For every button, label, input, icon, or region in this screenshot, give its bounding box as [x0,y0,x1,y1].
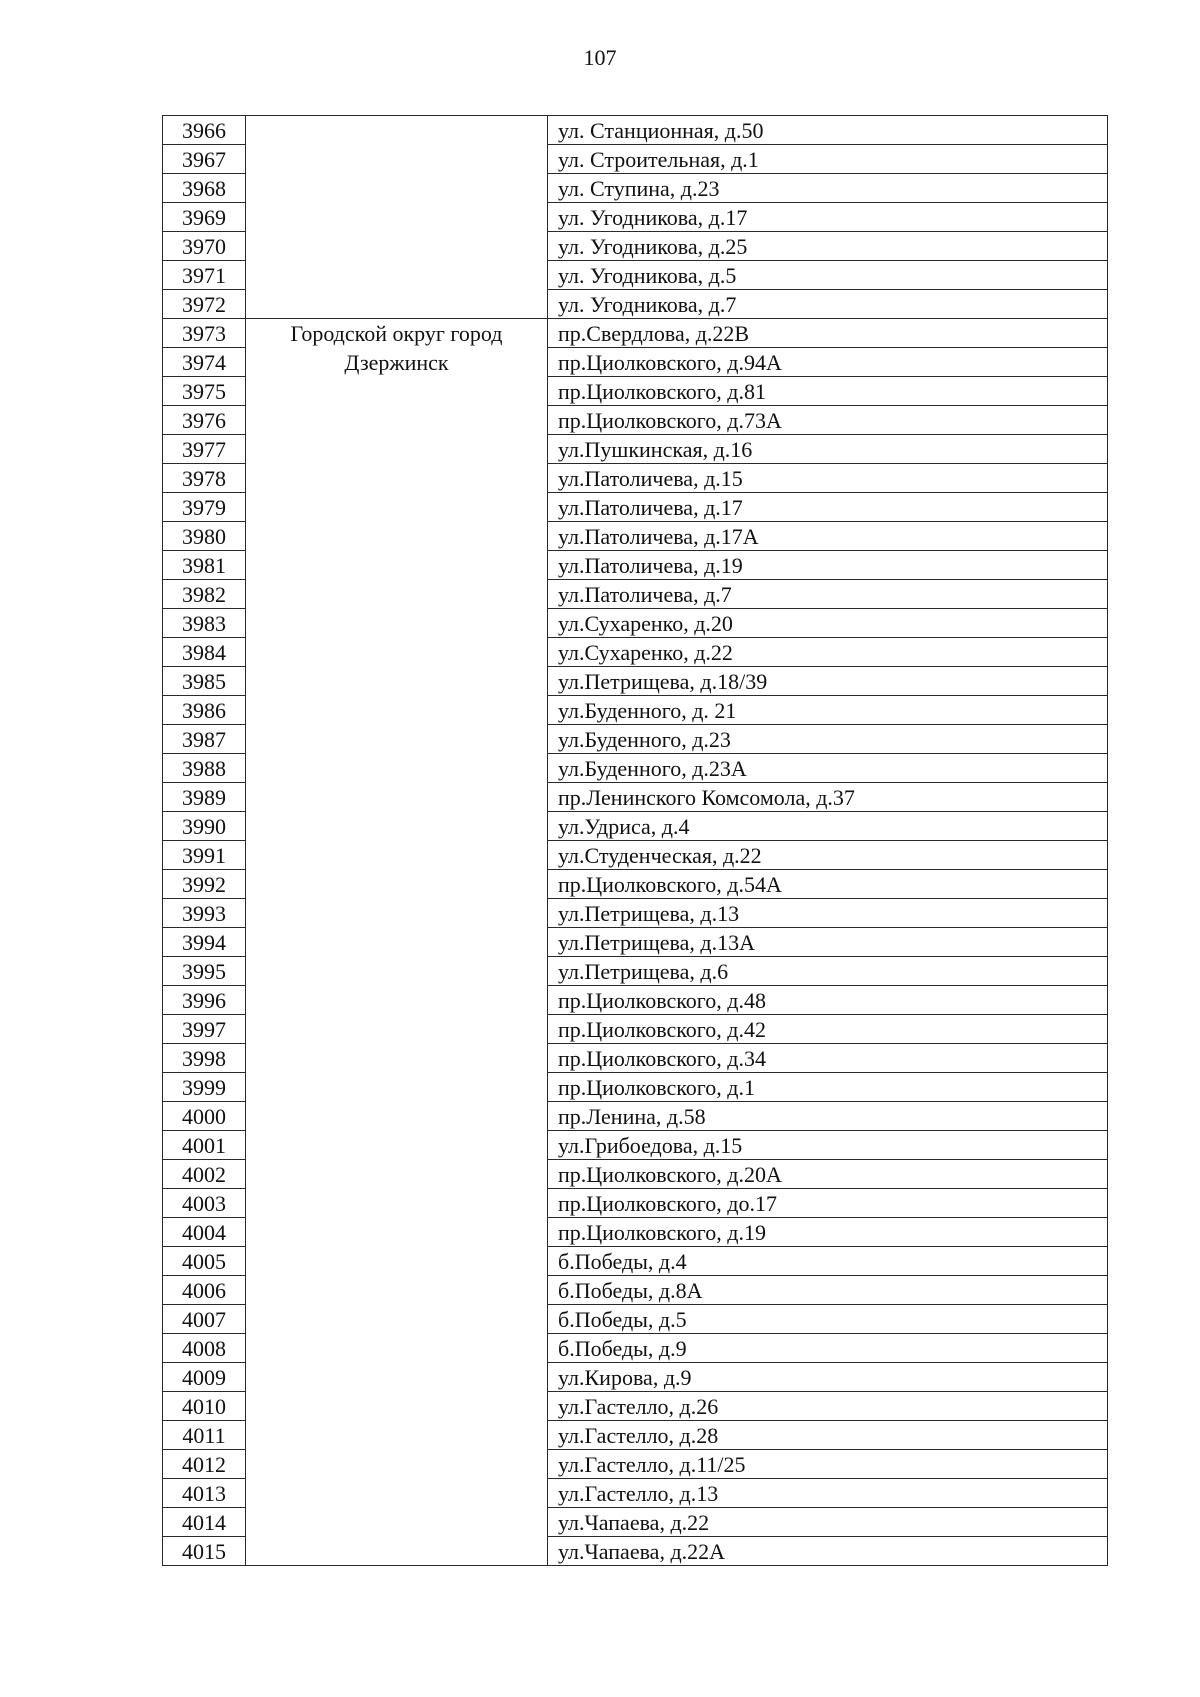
row-number: 3980 [163,522,246,551]
row-address: ул.Грибоедова, д.15 [548,1131,1108,1160]
row-number: 4012 [163,1450,246,1479]
row-number: 3970 [163,232,246,261]
row-address: пр.Циолковского, д.94А [548,348,1108,377]
row-number: 3969 [163,203,246,232]
row-address: ул.Петрищева, д.18/39 [548,667,1108,696]
row-address: ул.Гастелло, д.28 [548,1421,1108,1450]
row-number: 4008 [163,1334,246,1363]
row-number: 3971 [163,261,246,290]
row-address: ул.Патоличева, д.7 [548,580,1108,609]
row-number: 3984 [163,638,246,667]
row-number: 4013 [163,1479,246,1508]
row-address: пр.Циолковского, д.34 [548,1044,1108,1073]
row-number: 3989 [163,783,246,812]
address-table [162,115,1108,1566]
row-number: 3977 [163,435,246,464]
row-address: ул. Угодникова, д.25 [548,232,1108,261]
row-number: 3998 [163,1044,246,1073]
row-number: 3988 [163,754,246,783]
page-number: 107 [583,45,617,70]
row-address: ул.Сухаренко, д.20 [548,609,1108,638]
address-table-body [163,116,1108,1566]
row-address: ул.Кирова, д.9 [548,1363,1108,1392]
row-number: 4014 [163,1508,246,1537]
row-address: ул.Пушкинская, д.16 [548,435,1108,464]
row-number: 3991 [163,841,246,870]
row-number: 3994 [163,928,246,957]
row-number: 3976 [163,406,246,435]
row-address: ул.Гастелло, д.13 [548,1479,1108,1508]
row-address: пр.Ленинского Комсомола, д.37 [548,783,1108,812]
row-address: ул.Патоличева, д.15 [548,464,1108,493]
row-number: 4015 [163,1537,246,1566]
row-address: ул. Ступина, д.23 [548,174,1108,203]
row-number: 3983 [163,609,246,638]
table-row [163,319,1108,348]
row-address: пр.Циолковского, д.81 [548,377,1108,406]
row-number: 4011 [163,1421,246,1450]
row-address: ул.Удриса, д.4 [548,812,1108,841]
row-address: ул.Чапаева, д.22А [548,1537,1108,1566]
row-number: 3997 [163,1015,246,1044]
row-address: ул.Чапаева, д.22 [548,1508,1108,1537]
row-number: 3967 [163,145,246,174]
row-number: 3978 [163,464,246,493]
row-address: пр.Циолковского, до.17 [548,1189,1108,1218]
row-address: ул.Буденного, д.23А [548,754,1108,783]
row-address: б.Победы, д.4 [548,1247,1108,1276]
row-number: 3966 [163,116,246,145]
row-address: ул. Строительная, д.1 [548,145,1108,174]
region-cell-empty [246,116,548,319]
row-address: пр.Циолковского, д.42 [548,1015,1108,1044]
row-number: 3993 [163,899,246,928]
table-row [163,116,1108,145]
row-address: б.Победы, д.5 [548,1305,1108,1334]
row-address: ул.Патоличева, д.19 [548,551,1108,580]
row-address: пр.Ленина, д.58 [548,1102,1108,1131]
row-number: 4003 [163,1189,246,1218]
row-address: ул. Угодникова, д.7 [548,290,1108,319]
row-address: б.Победы, д.9 [548,1334,1108,1363]
row-number: 3979 [163,493,246,522]
row-address: ул.Петрищева, д.13 [548,899,1108,928]
row-number: 3974 [163,348,246,377]
row-number: 4009 [163,1363,246,1392]
row-number: 3985 [163,667,246,696]
row-address: пр.Циолковского, д.54А [548,870,1108,899]
row-address: ул.Патоличева, д.17А [548,522,1108,551]
row-number: 4006 [163,1276,246,1305]
region-cell: Городской округ город Дзержинск [246,319,548,1566]
row-number: 3982 [163,580,246,609]
row-number: 3986 [163,696,246,725]
row-address: ул.Гастелло, д.26 [548,1392,1108,1421]
row-address: пр.Циолковского, д.19 [548,1218,1108,1247]
row-address: пр.Циолковского, д.73А [548,406,1108,435]
row-number: 4001 [163,1131,246,1160]
row-number: 4007 [163,1305,246,1334]
row-number: 4000 [163,1102,246,1131]
row-number: 3975 [163,377,246,406]
row-address: ул.Петрищева, д.13А [548,928,1108,957]
row-address: ул.Сухаренко, д.22 [548,638,1108,667]
row-number: 3987 [163,725,246,754]
row-address: ул.Студенческая, д.22 [548,841,1108,870]
row-number: 3973 [163,319,246,348]
row-address: пр.Циолковского, д.1 [548,1073,1108,1102]
row-address: ул. Станционная, д.50 [548,116,1108,145]
row-number: 4010 [163,1392,246,1421]
row-number: 3992 [163,870,246,899]
row-number: 3972 [163,290,246,319]
row-address: ул.Гастелло, д.11/25 [548,1450,1108,1479]
row-address: пр.Циолковского, д.48 [548,986,1108,1015]
row-number: 3995 [163,957,246,986]
row-number: 3990 [163,812,246,841]
row-address: ул. Угодникова, д.17 [548,203,1108,232]
row-number: 4005 [163,1247,246,1276]
row-number: 3999 [163,1073,246,1102]
row-address: пр.Циолковского, д.20А [548,1160,1108,1189]
row-number: 3968 [163,174,246,203]
row-number: 4002 [163,1160,246,1189]
row-address: ул.Петрищева, д.6 [548,957,1108,986]
row-address: пр.Свердлова, д.22В [548,319,1108,348]
row-address: ул. Угодникова, д.5 [548,261,1108,290]
row-address: б.Победы, д.8А [548,1276,1108,1305]
row-address: ул.Буденного, д.23 [548,725,1108,754]
row-address: ул.Буденного, д. 21 [548,696,1108,725]
row-number: 3996 [163,986,246,1015]
row-number: 4004 [163,1218,246,1247]
row-address: ул.Патоличева, д.17 [548,493,1108,522]
row-number: 3981 [163,551,246,580]
